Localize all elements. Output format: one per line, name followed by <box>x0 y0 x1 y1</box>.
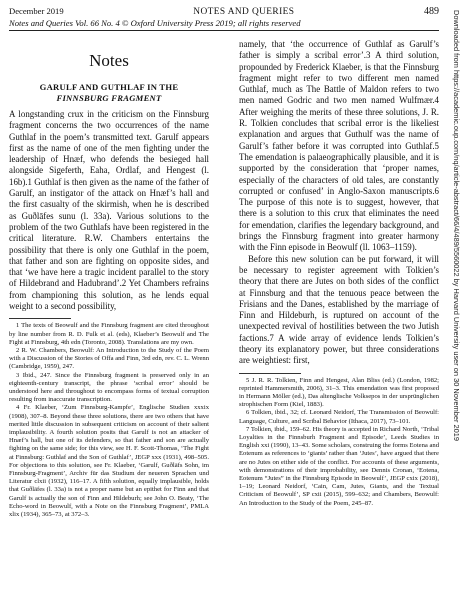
article-title <box>9 82 209 103</box>
article-title-line1: GARULF AND GUTHLAF IN THE <box>39 82 179 92</box>
download-sidebar: Downloaded from https://academic.oup.com/nq/article-abstract/66/4/489/5560022 by Harvard University user on 30 November 2019 <box>452 10 461 441</box>
citation-line: Notes and Queries Vol. 66 No. 4 © Oxford University Press 2019; all rights reserved <box>9 17 301 28</box>
left-column <box>9 39 209 519</box>
section-heading: Notes <box>89 51 129 70</box>
body-paragraph: A longstanding crux in the criticism on the Finnsburg fragment concerns the two occurrences of the name Guthlaf in the poem’s transmitted text. Garulf appears first as the name of one of the men fighting under the leadership of Hnæf, who defends the besieged hall alongside Sigeferth, Eaha, Ordlaf, and Hengest (l. 16b).1 Guthlaf is then given as the name of the father of Garulf, an instigator of the attack on Hnæf’s hall and the first casualty of the skirmish, when he is described as Guðlāfes sunu (l. 33a). Various solutions to the problem of the two Guthlafs have been registered in the critical literature. R.W. Chambers entertains the possibility that there is only one Guthlaf in the poem, that father and son are fighting on opposite sides, and that ‘we have here a tragic incident parallel to the story of Hildebrand and Hadubrand’.2 Yet Chambers refrains from championing this solution, as he lends equal weight to a second possibility, <box>9 109 209 312</box>
page-number: 489 <box>423 6 439 17</box>
footnote-3: 3 Ibid., 247. Since the Finnsburg fragment is preserved only in an eighteenth-century transcript, the phrase ‘scribal error’ should be understood here and throughout to encompass forms of textual corruption resulting from inaccurate transcription. <box>9 371 209 404</box>
body-paragraph: Before this new solution can be put forward, it will be necessary to register agreement with Tolkien’s theory that there are Jutes on both sides of the conflict at Finnsburg and that the tenuous peace between the Frisians and the Danes, established by the marriage of Finn and Hildeburh, is ruptured on account of the unexpected revival of hostilities between the two Jutish factions.7 A wide array of evidence lends Tolkien’s theory its explanatory power, but three considerations are weightiest: first, <box>239 253 439 366</box>
journal-name: NOTES AND QUERIES <box>193 7 295 17</box>
footnote-4: 4 Fr. Klaeber, ‘Zum Finnsburg-Kampfe’, Englische Studien xxxix (1908), 307–8. Beyond these three solutions, there are two others that have merited little discussion in subsequent criticism on account of their salient implausibility. A fourth solution posits that Garulf is not an attacker of Hnæf’s hall, but one of its defenders, so that father and son are actually fighting on the same side; for this view, see H. F. Scott-Thomas, ‘The Fight at Finnsburg: Guthlaf and the Son of Guthlaf’, JEGP xxx (1931), 498–505. For objections to this solution, see Fr. Klaeber, ‘Garulf, Guðlāfs Sohn, im Finnsburg-Fragment’, Archiv für das Studium der neueren Sprachen und Literatur clxii (1932), 116–17. A fifth solution, equally implausible, holds that Guðlāfes (l. 33a) is not a proper name but an epithet for Finn and that Garulf is actually the son of Finn and Hildeburh; see John O. Beaty, ‘The Echo-word in Beowulf, with a Note on the Finnsburg Fragment’, PMLA xlix (1934), 365–73, at 372–3. <box>9 404 209 519</box>
running-header <box>9 6 439 28</box>
right-column <box>239 39 439 508</box>
footnote-6: 6 Tolkien, ibid., 32; cf. Leonard Neidorf, The Transmission of Beowulf: Language, Culture, and Scribal Behavior (Ithaca, 2017), 73–101. <box>239 409 439 425</box>
footnote-rule <box>9 318 71 319</box>
article-title-line2: FINNSBURG FRAGMENT <box>56 92 162 103</box>
header-rule <box>9 30 439 31</box>
issue-date: December 2019 <box>9 6 64 16</box>
body-paragraph: namely, that ‘the occurrence of Guthlaf as Garulf’s father is simply a scribal error’.3 A third solution, propounded by Frederick Klaeber, is that the Finnsburg fragment might refer to two different men named Guthlaf, much as The Battle of Maldon refers to two men named Godric and two men named Wulfmær.4 After weighing the merits of these three solutions, J. R. R. Tolkien concludes that scribal error is the likeliest explanation and argues that Guthulf was the name of Garulf’s father before it was corrupted into Guthlaf.5 The emendation is palaeographically plausible, and it is supported by the consideration that ‘proper names, especially of the characters of old tales, are constantly corrupted or confused’ in Anglo-Saxon manuscripts.6 The purpose of this note is to suggest, however, that there is a solution to this crux that eliminates the need for emendation, clarifies the legendary background, and brings the Finnsburg fragment into greater harmony with the Finn episode in Beowulf (ll. 1063–1159). <box>239 39 439 253</box>
footnote-2: 2 R. W. Chambers, Beowulf: An Introduction to the Study of the Poem with a Discussion of the Stories of Offa and Finn, 3rd edn, rev. C. L. Wrenn (Cambridge, 1959), 247. <box>9 346 209 371</box>
footnote-rule <box>239 373 301 374</box>
footnote-1: 1 The texts of Beowulf and the Finnsburg fragment are cited throughout by line number from R. D. Fulk et al. (eds), Klaeber’s Beowulf and The Fight at Finnsburg, 4th edn (Toronto, 2008). Translations are my own. <box>9 322 209 346</box>
footnote-5: 5 J. R. R. Tolkien, Finn and Hengest, Alan Bliss (ed.) (London, 1982; reprinted Hammersmith, 2006), 31–3. This emendation was first proposed in Hermann Möller (ed.), Das altenglische Volksepos in der ursprünglichen strophischen Form (Kiel, 1883). <box>239 376 439 409</box>
footnote-7: 7 Tolkien, ibid., 159–62. His theory is accepted in Richard North, ‘Tribal Loyalties in the Finnsburh Fragment and Episode’, Leeds Studies in English xxi (1990), 13–43. Some scholars, construing the forms Eotena and Eotenum as references to ‘giants’ rather than ‘Jutes’, have argued that there are no Jutes on either side of the conflict. For accounts of these arguments, with demonstrations of their improbability, see Dennis Cronan, ‘Eotena, Eotenum “Jutes” in the Finnsburg Episode in Beowulf’, JEGP cxix (2018), 1–19; Leonard Neidorf, ‘Cain, Cam, Jutes, Giants, and the Textual Criticism of Beowulf’, SP cxii (2015), 599–632; and Chambers, Beowulf: An Introduction to the Study of the Poem, 245–87. <box>239 425 439 507</box>
